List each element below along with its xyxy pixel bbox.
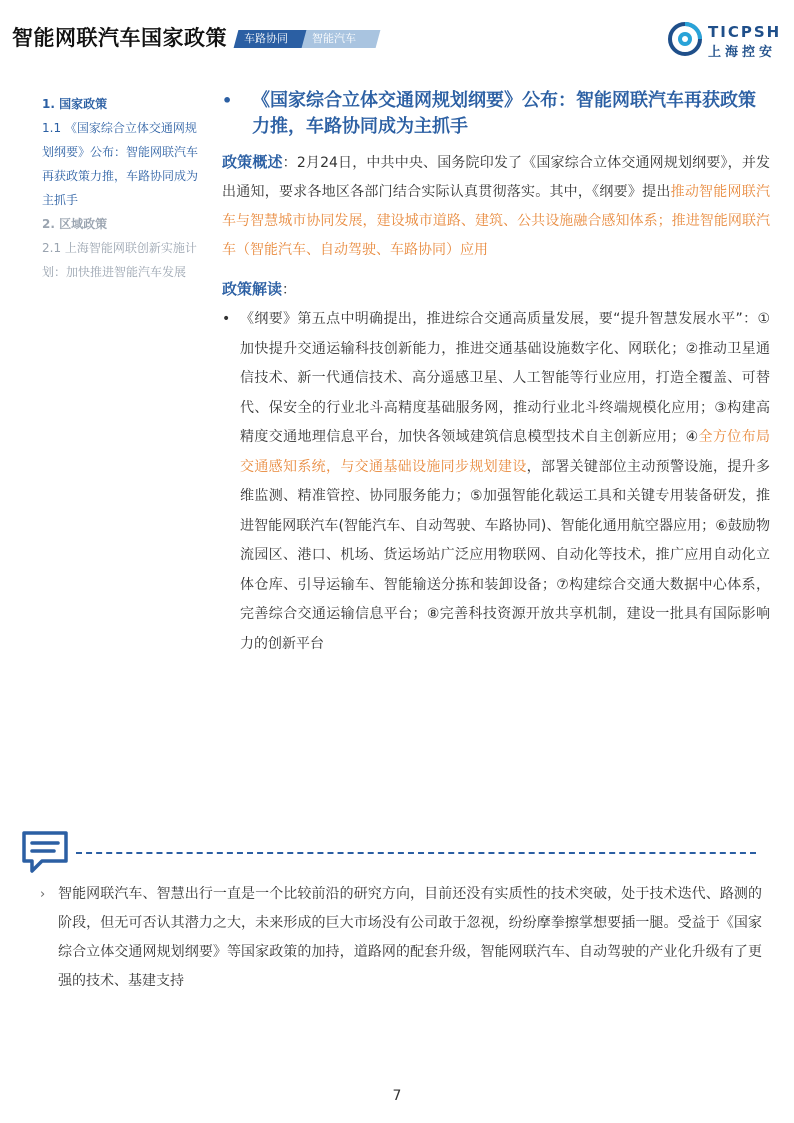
interpret-highlight: 全方位布局交通感知系统，与交通基础设施同步规划建设 [240, 429, 770, 475]
page-number: 7 [392, 1088, 402, 1104]
overview-label: 政策概述 [222, 153, 283, 171]
interpret-text-2: ，部署关键部位主动预警设施，提升多维监测、精准管控、协同服务能力；⑤加强智能化载运工具和关键专用装备研发，推进智能网联汽车(智能汽车、自动驾驶、车路协同)、智能化通用航空器应用；⑥鼓励物流园区、港口、机场、货运场站广泛应用物联网、自动化等技术，推广应用自动化立体仓库、引导运输车、智能输送分拣和装卸设备；⑦构建综合交通大数据中心体系，完善综合交通运输信息平台；⑧完善科技资源开放共享机制，建设一批具有国际影响力的创新平台 [240, 458, 771, 652]
headline-bullet: • [222, 91, 233, 110]
bullet-dot: • [222, 311, 231, 327]
table-of-contents [42, 92, 207, 284]
toc-item-2-1[interactable]: 2.1 上海智能网联创新实施计划：加快推进智能汽车发展 [42, 241, 197, 279]
headline-text: 《国家综合立体交通网规划纲要》公布：智能网联汽车再获政策力推，车路协同成为主抓手 [252, 90, 756, 137]
interpret-text-1: 《纲要》第五点中明确提出，推进综合交通高质量发展，要“提升智慧发展水平”：①加快提升交通运输科技创新能力，推进交通基础设施数字化、网联化；②推动卫星通信技术、新一代通信技术、高分遥感卫星、人工智能等行业应用，打造全覆盖、可替代、保安全的行业北斗高精度基础服务网，推动行业北斗终端规模化应用；③构建高精度交通地理信息平台，加快各领域建筑信息模型技术自主创新应用；④ [240, 311, 770, 445]
tag-vehicle-road: 车路协同 [234, 30, 313, 48]
tag-smart-car: 智能汽车 [302, 30, 381, 48]
summary-text: 智能网联汽车、智慧出行一直是一个比较前沿的研究方向，目前还没有实质性的技术突破，处于技术迭代、路测的阶段，但无可否认其潜力之大，未来形成的巨大市场没有公司敢于忽视，纷纷摩拳擦掌想要插一腿。受益于《国家综合立体交通网规划纲要》等国家政策的加持，道路网的配套升级，智能网联汽车、自动驾驶的产业化升级有了更强的技术、基建支持 [58, 886, 762, 989]
logo-text: TICPSH [708, 23, 782, 41]
interpret-label: 政策解读 [222, 280, 283, 298]
overview-text: 2月24日，中共中央、国务院印发了《国家综合立体交通网规划纲要》，并发出通知，要求各地区各部门结合实际认真贯彻落实。其中，《纲要》提出 [222, 155, 770, 200]
company-logo [668, 22, 788, 58]
interpret-colon: ： [282, 282, 297, 298]
toc-section-regional[interactable]: 2. 区域政策 [42, 217, 108, 231]
chevron-right-icon: › [40, 887, 46, 902]
ticpsh-logo-icon [668, 22, 702, 56]
policy-interpretation-heading [222, 275, 770, 305]
main-content [222, 88, 770, 659]
toc-item-1-1[interactable]: 1.1 《国家综合立体交通网规划纲要》公布：智能网联汽车再获政策力推，车路协同成为主抓手 [42, 121, 199, 207]
dashed-divider [76, 852, 756, 854]
logo-subtext: 上海控安 [708, 45, 777, 60]
section-headline [222, 88, 770, 140]
overview-colon: ： [282, 155, 297, 171]
policy-overview [222, 148, 770, 265]
summary-note [40, 880, 762, 996]
page-title: 智能网联汽车国家政策 [12, 26, 227, 50]
page-header [0, 0, 794, 80]
chat-bubble-icon [20, 829, 70, 875]
overview-highlight: 推动智能网联汽车与智慧城市协同发展，建设城市道路、建筑、公共设施融合感知体系；推进智能网联汽车（智能汽车、自动驾驶、车路协同）应用 [222, 184, 770, 258]
policy-interpretation-body [222, 305, 770, 659]
toc-section-national[interactable]: 1. 国家政策 [42, 97, 108, 111]
